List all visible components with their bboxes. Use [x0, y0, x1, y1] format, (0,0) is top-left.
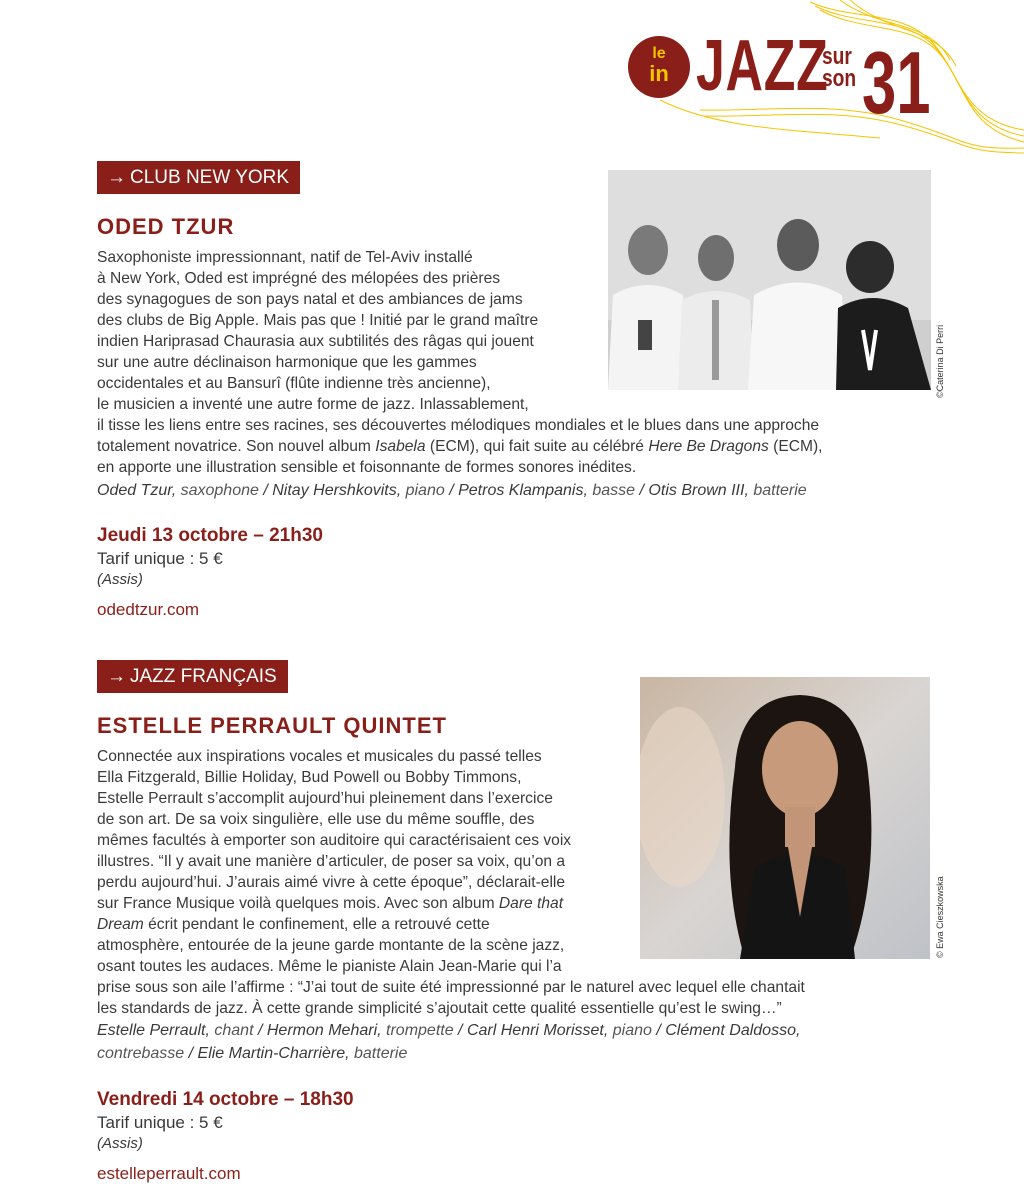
- section-tag-jazz-francais: [97, 660, 288, 693]
- description-line: [97, 830, 571, 851]
- seating-note: (Assis): [97, 1135, 143, 1152]
- tag-label: JAZZ FRANÇAIS: [130, 666, 277, 687]
- text-segment: totalement novatrice. Son nouvel album: [97, 438, 376, 455]
- logo-le: le: [652, 45, 666, 62]
- text-segment: osant toutes les audaces. Même le pianiste Alain Jean-Marie qui l’a: [97, 958, 562, 975]
- text-segment: il tisse les liens entre ses racines, ses découvertes mélodiques mondiales et le blues dans une approche: [97, 417, 820, 434]
- text-segment: sur une autre déclinaison harmonique que les gammes: [97, 354, 477, 371]
- musician-instrument: piano: [608, 1022, 652, 1039]
- tag-label: CLUB NEW YORK: [130, 167, 290, 188]
- musician-instrument: basse: [587, 482, 636, 499]
- description-line: [97, 746, 542, 767]
- text-segment: sur France Musique voilà quelques mois. Avec son album: [97, 895, 499, 912]
- musician-instrument: saxophone: [176, 482, 259, 499]
- description-line: [97, 851, 565, 872]
- text-segment: de son art. De sa voix singulière, elle use du même souffle, des: [97, 811, 535, 828]
- concert-date: Vendredi 14 octobre – 18h30: [97, 1089, 354, 1110]
- festival-logo: [600, 0, 1024, 155]
- text-segment: des clubs de Big Apple. Mais pas que ! Initié par le grand maître: [97, 312, 539, 329]
- text-segment: Estelle Perrault s’accomplit aujourd’hui pleinement dans l’exercice: [97, 790, 553, 807]
- description-line: [97, 893, 563, 914]
- text-segment: mêmes facultés à emporter son auditoire qui caractérisaient ces voix: [97, 832, 572, 849]
- description-line: [97, 289, 523, 310]
- description-line: [97, 415, 819, 436]
- photo-credit: © Ewa Cieszkowska: [935, 876, 945, 958]
- photo-credit: ©Caterina Di Perri: [935, 324, 945, 398]
- arrow-right-icon: →: [107, 167, 126, 188]
- ticket-price: Tarif unique : 5 €: [97, 549, 223, 568]
- logo-son: son: [822, 65, 857, 92]
- credits-separator: /: [184, 1045, 198, 1062]
- logo-sur-son: [822, 43, 857, 92]
- text-segment: le musicien a inventé une autre forme de jazz. Inlassablement,: [97, 396, 529, 413]
- credits-separator: /: [444, 482, 459, 499]
- logo-in: in: [649, 61, 669, 86]
- text-segment: Saxophoniste impressionnant, natif de Tel-Aviv installé: [97, 249, 473, 266]
- description-line: [97, 352, 477, 373]
- section-title: ESTELLE PERRAULT QUINTET: [97, 713, 447, 738]
- description-line: [97, 457, 636, 478]
- credits-line: [97, 1020, 800, 1042]
- album-title: Dare that: [498, 895, 564, 912]
- description-line: [97, 956, 562, 977]
- credits-separator: /: [635, 482, 649, 499]
- text-segment: à New York, Oded est imprégné des mélopées des prières: [97, 270, 501, 287]
- musician-instrument: batterie: [349, 1045, 408, 1062]
- text-segment: (ECM), qui fait suite au célébré: [425, 438, 649, 455]
- description-line: [97, 268, 500, 289]
- musician-instrument: contrebasse: [97, 1045, 185, 1062]
- credits-line: [97, 480, 807, 502]
- logo-jazz: JAZZ: [696, 26, 829, 106]
- text-segment: Connectée aux inspirations vocales et musicales du passé telles: [97, 748, 542, 765]
- logo-sur: sur: [822, 43, 852, 70]
- description-line: [97, 935, 564, 956]
- band-photo: [608, 170, 931, 390]
- album-title: Dream: [97, 916, 144, 933]
- description-line: [97, 998, 782, 1019]
- description-line: [97, 788, 553, 809]
- musician-name: Clément Daldosso,: [665, 1022, 801, 1039]
- musician-name: Petros Klampanis,: [458, 482, 588, 499]
- musician-name: Nitay Hershkovits,: [272, 482, 402, 499]
- concert-date: Jeudi 13 octobre – 21h30: [97, 525, 323, 546]
- text-segment: Ella Fitzgerald, Billie Holiday, Bud Powell ou Bobby Timmons,: [97, 769, 522, 786]
- text-segment: les standards de jazz. À cette grande simplicité s’ajoutait cette qualité essentielle qu’est le swing…”: [97, 1000, 782, 1017]
- text-segment: atmosphère, entourée de la jeune garde montante de la scène jazz,: [97, 937, 565, 954]
- text-segment: perdu aujourd’hui. J’aurais aimé vivre à cette époque”, déclarait-elle: [97, 874, 566, 891]
- text-segment: illustres. “Il y avait une manière d’articuler, de poser sa voix, qu’on a: [97, 853, 566, 870]
- text-segment: prise sous son aile l’affirme : “J’ai tout de suite été impressionné par le naturel avec lequel elle chantait: [97, 979, 805, 996]
- text-segment: occidentales et au Bansurî (flûte indienne très ancienne),: [97, 375, 491, 392]
- credits-line: [97, 1043, 407, 1065]
- logo-le-in-badge: [628, 36, 690, 98]
- musician-name: Oded Tzur,: [97, 482, 177, 499]
- musician-name: Estelle Perrault,: [97, 1022, 210, 1039]
- band-photo-illustration: [608, 170, 931, 390]
- description-line: [97, 809, 534, 830]
- description-line: [97, 977, 805, 998]
- text-segment: (ECM),: [768, 438, 823, 455]
- arrow-right-icon: →: [107, 666, 126, 687]
- artist-photo-illustration: [640, 677, 930, 959]
- musician-name: Elie Martin-Charrière,: [197, 1045, 350, 1062]
- text-segment: indien Hariprasad Chaurasia aux subtilités des râgas qui jouent: [97, 333, 534, 350]
- section-title: ODED TZUR: [97, 214, 235, 239]
- logo-31: 31: [862, 33, 931, 132]
- description-line: [97, 872, 565, 893]
- description-line: [97, 247, 473, 268]
- musician-instrument: batterie: [748, 482, 807, 499]
- description-line: [97, 394, 529, 415]
- musician-name: Hermon Mehari,: [266, 1022, 382, 1039]
- credits-separator: /: [453, 1022, 467, 1039]
- section-tag-club-new-york: [97, 161, 300, 194]
- seating-note: (Assis): [97, 571, 143, 588]
- album-title: Isabela: [375, 438, 426, 455]
- description-line: [97, 373, 491, 394]
- artist-website-link[interactable]: odedtzur.com: [97, 600, 200, 619]
- description-line: [97, 436, 823, 457]
- text-segment: écrit pendant le confinement, elle a retrouvé cette: [143, 916, 490, 933]
- artist-website-link[interactable]: estelleperrault.com: [97, 1164, 241, 1183]
- description-line: [97, 310, 538, 331]
- musician-name: Carl Henri Morisset,: [466, 1022, 609, 1039]
- musician-instrument: piano: [401, 482, 445, 499]
- text-segment: en apporte une illustration sensible et foisonnante de formes sonores inédites.: [97, 459, 637, 476]
- musician-instrument: chant: [209, 1022, 254, 1039]
- musician-name: Otis Brown III,: [648, 482, 749, 499]
- musician-instrument: trompette: [381, 1022, 454, 1039]
- description-line: [97, 914, 490, 935]
- text-segment: des synagogues de son pays natal et des ambiances de jams: [97, 291, 523, 308]
- ticket-price: Tarif unique : 5 €: [97, 1113, 223, 1132]
- credits-separator: /: [253, 1022, 267, 1039]
- credits-separator: /: [651, 1022, 666, 1039]
- description-line: [97, 331, 534, 352]
- credits-separator: /: [258, 482, 273, 499]
- album-title: Here Be Dragons: [648, 438, 769, 455]
- artist-photo: [640, 677, 930, 959]
- description-line: [97, 767, 521, 788]
